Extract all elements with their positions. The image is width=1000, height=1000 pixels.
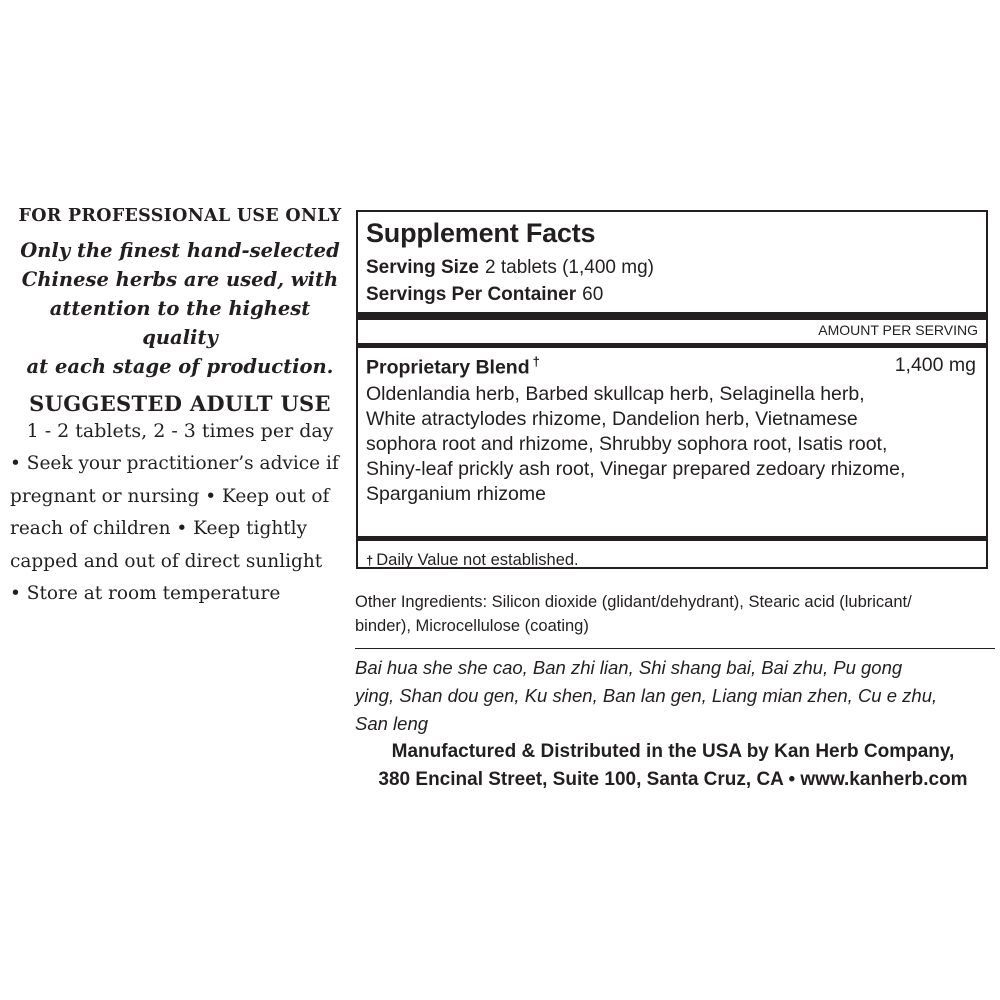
amount-per-serving-header: AMOUNT PER SERVING (818, 322, 978, 338)
bottom-divider (358, 536, 986, 541)
warning-line: pregnant or nursing • Keep out of (10, 485, 330, 507)
servings-per-container-row (366, 284, 603, 306)
dagger-mark: † (366, 553, 374, 568)
ingredient-line: Shiny-leaf prickly ash root, Vinegar prepared zedoary rhizome, (366, 458, 906, 480)
servings-per-container-value: 60 (582, 284, 604, 305)
other-ingredients-line: binder), Microcellulose (coating) (355, 617, 589, 635)
ingredient-line: White atractylodes rhizome, Dandelion herb, Vietnamese (366, 408, 858, 430)
blend-ingredients (366, 382, 978, 507)
serving-size-value: 2 tablets (1,400 mg) (485, 257, 654, 278)
pinyin-line: ying, Shan dou gen, Ku shen, Ban lan gen, Liang mian zhen, Cu e zhu, (355, 685, 938, 706)
warning-line: • Seek your practitioner’s advice if (10, 453, 339, 474)
warning-line: capped and out of direct sunlight (10, 550, 323, 572)
manufacturer-line: 380 Encinal Street, Suite 100, Santa Cruz, CA • www.kanherb.com (378, 769, 968, 790)
warnings-text (10, 448, 350, 611)
thick-divider (358, 312, 986, 320)
tagline-line: at each stage of production. (26, 355, 334, 378)
manufacturer-info (358, 738, 988, 794)
ingredient-line: sophora root and rhizome, Shrubby sophora root, Isatis root, (366, 433, 888, 455)
ingredient-line: Sparganium rhizome (366, 483, 546, 505)
serving-size-label: Serving Size (366, 257, 479, 278)
warning-line: reach of children • Keep tightly (10, 518, 308, 539)
dagger-mark: † (532, 354, 540, 369)
supplement-facts-title: Supplement Facts (366, 218, 596, 248)
section-divider (355, 648, 995, 649)
dosage-text: 1 - 2 tablets, 2 - 3 times per day (26, 420, 334, 442)
pinyin-line: San leng (355, 713, 429, 734)
daily-value-text: Daily Value not established. (376, 551, 579, 569)
pinyin-names (355, 654, 1000, 738)
other-ingredients-line: Other Ingredients: Silicon dioxide (glidant/dehydrant), Stearic acid (lubricant/ (355, 593, 912, 611)
tagline-line: attention to the highest quality (49, 297, 311, 349)
proprietary-blend-amount: 1,400 mg (894, 354, 976, 376)
professional-use-heading: FOR PROFESSIONAL USE ONLY (18, 206, 342, 226)
medium-divider (358, 343, 986, 348)
servings-per-container-label: Servings Per Container (366, 284, 577, 305)
quality-tagline (10, 236, 350, 381)
tagline-line: Only the finest hand-selected (20, 239, 340, 262)
pinyin-line: Bai hua she she cao, Ban zhi lian, Shi shang bai, Bai zhu, Pu gong (355, 657, 903, 678)
daily-value-note (366, 551, 579, 570)
suggested-use-heading: SUGGESTED ADULT USE (29, 391, 331, 416)
tagline-line: Chinese herbs are used, with (21, 268, 339, 291)
usage-panel (10, 206, 350, 611)
ingredient-line: Oldenlandia herb, Barbed skullcap herb, Selaginella herb, (366, 383, 865, 405)
warning-line: • Store at room temperature (10, 583, 281, 604)
blend-name: Proprietary Blend (366, 356, 530, 379)
supplement-facts-box (356, 210, 988, 569)
other-ingredients (355, 590, 995, 638)
proprietary-blend-label (366, 354, 540, 380)
serving-size-row (366, 257, 654, 279)
manufacturer-line: Manufactured & Distributed in the USA by Kan Herb Company, (391, 741, 955, 762)
